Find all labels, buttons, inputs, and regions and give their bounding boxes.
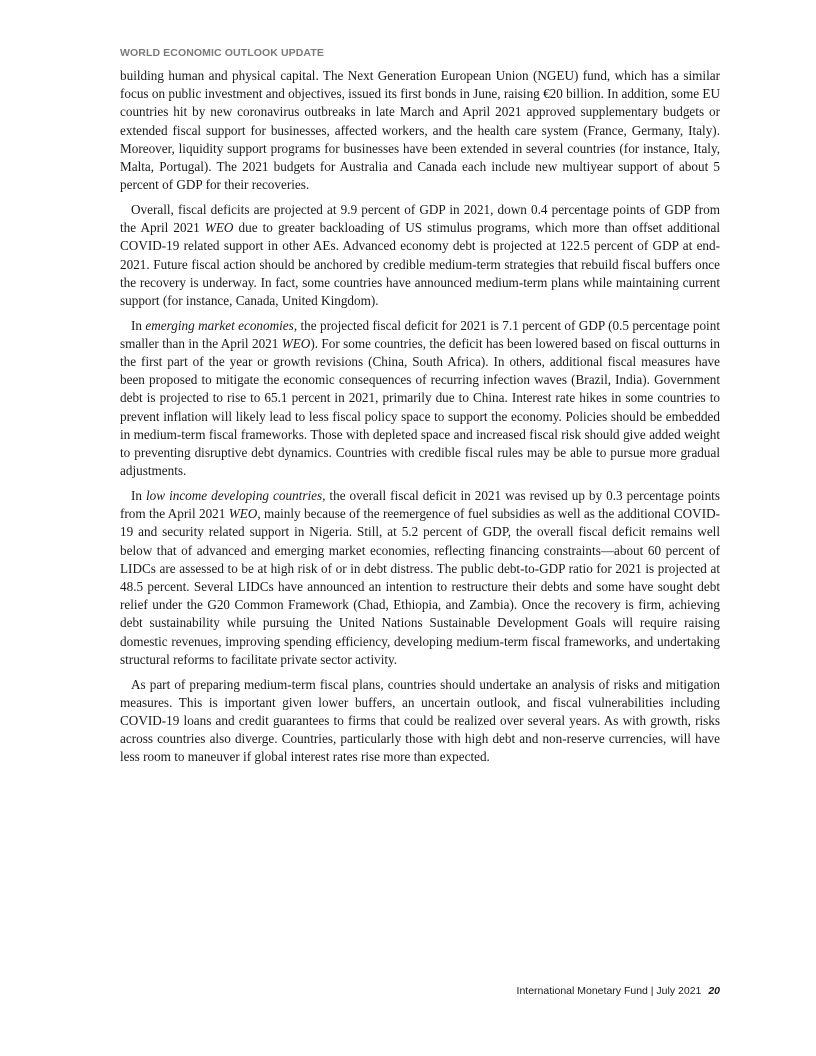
paragraph-3 — [120, 317, 720, 481]
footer-source: International Monetary Fund | July 2021 — [516, 985, 702, 997]
body-text — [120, 67, 720, 773]
text-run: the overall fiscal deficit in 2021 was revised up by 0.3 percentage points from the April 2021 — [120, 487, 720, 522]
text-run: As part of preparing medium-term fiscal plans, countries should undertake an analysis of risks and mitigation measures. This is important given lower buffers, an uncertain outlook, and fiscal vulnerabilities including COVID-19 loans and credit guarantees to firms that could be realized over several years. As with growth, risks across countries also diverge. Countries, particularly those with high debt and non-reserve currencies, will have less room to maneuver if global interest rates rise more than expected. — [120, 676, 720, 765]
italic-term: emerging market economies — [145, 317, 294, 333]
text-run: In — [131, 487, 146, 503]
text-run: ). For some countries, the deficit has been lowered based on fiscal outturns in the first part of the year or growth revisions (China, South Africa). In others, additional fiscal measures have been proposed to mitigate the economic consequences of recurring infection waves (Brazil, India). Government debt is projected to rise to 65.1 percent in 2021, primarily due to China. Interest rate hikes in some countries to prevent inflation will likely lead to less fiscal policy space to support the economy. Policies should be embedded in medium-term fiscal frameworks. Those with depleted space and increased fiscal risk should give added weight to preventing disruptive debt dynamics. Countries with credible fiscal rules may be able to pursue more gradual adjustments. — [120, 335, 720, 479]
text-run: Overall, fiscal deficits are projected at 9.9 percent of GDP in 2021, down 0.4 percentage points of GDP from the April 2021 — [120, 201, 720, 236]
text-run: In — [131, 317, 146, 333]
italic-term: WEO — [204, 220, 234, 236]
text-run: , mainly because of the reemergence of fuel subsidies as well as the additional COVID-19 and security related support in Nigeria. Still, at 5.2 percent of GDP, the overall fiscal deficit remains well below that of advanced and emerging market economies, reflecting financing constraints—about 60 percent of LIDCs are assessed to be at high risk of or in debt distress. The public debt-to-GDP ratio for 2021 is projected at 48.5 percent. Several LIDCs have announced an intention to restructure their debts and some have sought debt relief under the G20 Common Framework (Chad, Ethiopia, and Zambia). Once the recovery is firm, achieving debt sustainability while pursuing the United Nations Sustainable Development Goals will require raising domestic revenues, improving spending efficiency, developing medium-term fiscal frameworks, and undertaking structural reforms to facilitate private sector activity. — [120, 506, 720, 667]
text-run: building human and physical capital. The Next Generation European Union (NGEU) fund, which has a similar focus on public investment and objectives, issued its first bonds in June, raising €20 billion. In addition, some EU countries hit by new coronavirus outbreaks in late March and April 2021 approved supplementary budgets or extended fiscal support for businesses, affected workers, and the health care system (France, Germany, Italy). Moreover, liquidity support programs for businesses have been extended in several countries (for instance, Italy, Malta, Portugal). The 2021 budgets for Australia and Canada each include new multiyear support of about 5 percent of GDP for their recoveries. — [120, 68, 720, 193]
paragraph-1 — [120, 67, 720, 194]
running-header: WORLD ECONOMIC OUTLOOK UPDATE — [120, 47, 324, 59]
paragraph-2 — [120, 201, 720, 310]
text-run: , the projected fiscal deficit for 2021 is 7.1 percent of GDP (0.5 percentage point smaller than in the April 2021 — [120, 317, 720, 351]
text-run: due to greater backloading of US stimulus programs, which more than offset additional COVID-19 related support in other AEs. Advanced economy debt is projected at 122.5 percent of GDP at end-2021. Future fiscal action should be anchored by credible medium-term strategies that rebuild fiscal buffers once the recovery is underway. In fact, some countries have announced medium-term plans while maintaining current support (for instance, Canada, United Kingdom). — [120, 220, 720, 308]
paragraph-5 — [120, 676, 720, 767]
italic-term: low income developing countries, — [146, 487, 326, 503]
page-number: 20 — [708, 985, 720, 997]
italic-term: WEO — [281, 335, 311, 351]
italic-term: WEO — [228, 506, 258, 522]
page-footer — [517, 985, 720, 997]
paragraph-4 — [120, 487, 720, 669]
